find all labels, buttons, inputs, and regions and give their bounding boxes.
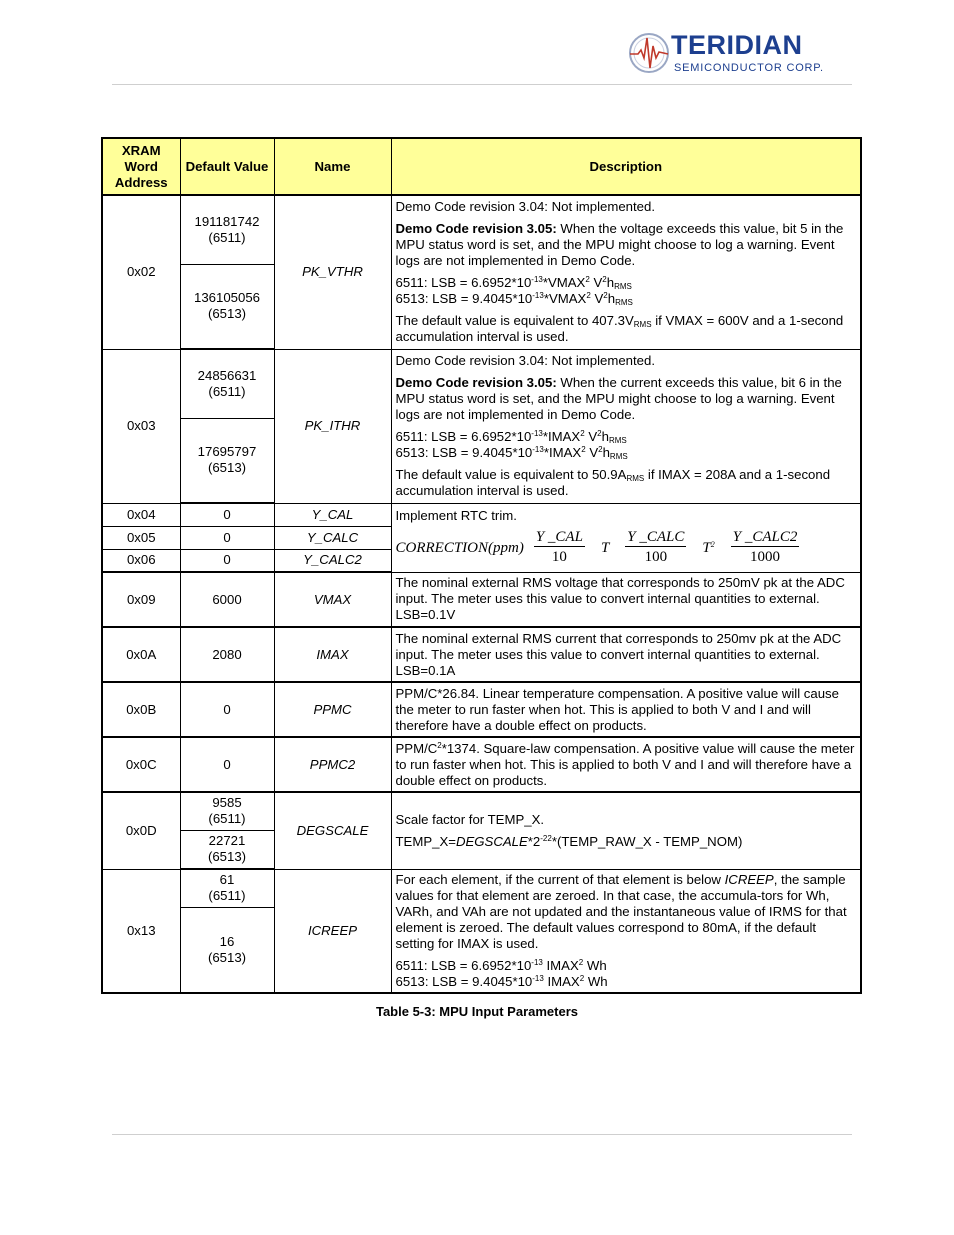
- table-row: [102, 572, 861, 627]
- table-row: [102, 503, 861, 526]
- description-cell: [391, 503, 861, 572]
- address-cell: 0x03: [102, 349, 180, 503]
- default-value-cell: 17695797 (6513): [180, 418, 274, 503]
- address-cell: 0x04: [102, 503, 180, 526]
- desc-text: Implement RTC trim.: [395, 508, 517, 523]
- formula-t-squared: $T^2$: [702, 539, 715, 556]
- default-value-cell: 0: [180, 549, 274, 572]
- desc-text: Demo Code revision 3.05: When the voltage exceeds this value, bit 5 in the MPU status word is set, and the MPU might choose to log a warning. Event logs are not implemented in Demo Code.: [395, 221, 844, 269]
- desc-text: Demo Code revision 3.04: Not implemented.: [395, 353, 655, 368]
- formula-t: T: [600, 539, 610, 556]
- default-value-cell: 0: [180, 503, 274, 526]
- table-row: [102, 682, 861, 737]
- table-row: [102, 627, 861, 682]
- desc-text: Demo Code revision 3.04: Not implemented.: [395, 199, 655, 215]
- default-value-cell: 24856631 (6511): [180, 349, 274, 418]
- address-cell: 0x0C: [102, 737, 180, 792]
- default-value-cell: 0: [180, 526, 274, 549]
- rtc-correction-formula: [396, 528, 857, 567]
- address-cell: 0x13: [102, 869, 180, 993]
- lsb-text: 6511: LSB = $6.6952*10^{-13}$ IMAX$^2$ Wh 6513: LSB = $9.4045*10^{-13}$ IMAX$^2$ Wh: [395, 957, 608, 989]
- default-value-cell: 0: [180, 737, 274, 792]
- col-header-default: Default Value: [180, 138, 274, 195]
- address-cell: 0x09: [102, 572, 180, 627]
- teridian-logo: [628, 30, 833, 80]
- register-name-cell: PK_VTHR: [274, 195, 391, 349]
- default-value-cell: 9585 (6511): [180, 792, 274, 830]
- register-name-cell: PK_ITHR: [274, 349, 391, 503]
- table-row: [102, 349, 861, 418]
- register-name-cell: PPMC: [274, 682, 391, 737]
- register-name-cell: Y_CAL: [274, 503, 391, 526]
- desc-text: $TEMP\_X=DEGSCALE*2^{-22}*(TEMP\_RAW\_X$ - TEMP_NOM): [395, 833, 743, 849]
- brand-subtitle: SEMICONDUCTOR CORP.: [674, 62, 824, 74]
- lsb-text: 6511: LSB = $6.6952*10^{-13}*IMAX^2$ $V^2h_{RMS}$ 6513: LSB = $9.4045*10^{-13}*IMAX^2$ $V^2h_{RMS}$: [395, 429, 628, 461]
- register-name-cell: VMAX: [274, 572, 391, 627]
- table-caption: Table 5-3: MPU Input Parameters: [375, 1004, 579, 1019]
- table-row: [102, 737, 861, 792]
- description-cell: [391, 349, 861, 503]
- address-cell: 0x02: [102, 195, 180, 349]
- register-name-cell: IMAX: [274, 627, 391, 682]
- table-header-row: [102, 138, 861, 195]
- register-name-cell: ICREEP: [274, 869, 391, 993]
- col-header-description: Description: [391, 138, 861, 195]
- default-value-cell: 61 (6511): [180, 869, 274, 907]
- default-value-cell: 6000: [180, 572, 274, 627]
- default-value-cell: 0: [180, 682, 274, 737]
- register-name-cell: DEGSCALE: [274, 792, 391, 869]
- address-cell: 0x05: [102, 526, 180, 549]
- address-cell: 0x0A: [102, 627, 180, 682]
- formula-fraction: $\frac{\text{Y \_CALC2}}{1000}$: [732, 529, 798, 565]
- waveform-logo-icon: [628, 32, 672, 76]
- address-cell: 0x0D: [102, 792, 180, 869]
- description-cell: The nominal external RMS voltage that corresponds to 250mV pk at the ADC input. The meter uses this value to convert internal quantities to external. LSB=0.1V: [391, 572, 861, 627]
- formula-lhs: CORRECTION(ppm): [395, 539, 524, 556]
- register-name-cell: Y_CALC: [274, 526, 391, 549]
- desc-text: The default value is equivalent to $50.9A_{RMS}$ if IMAX = 208A and a 1-second accumulation interval is used.: [395, 467, 831, 498]
- desc-text: For each element, if the current of that element is below ICREEP, the sample values for that element are zeroed. In that case, the accumula-tors for Wh, VARh, and VAh are not updated and the instantaneous value of IRMS for that element is zeroed. The default values correspond to 80mA, if the default setting for IMAX is used.: [395, 871, 847, 951]
- table-row: [102, 195, 861, 264]
- lsb-text: 6511: LSB = $6.6952*10^{-13}*VMAX^2$ $V^2h_{RMS}$ 6513: LSB = $9.4045*10^{-13}*VMAX^2$ $V^2h_{RMS}$: [395, 275, 633, 308]
- default-value-cell: 136105056 (6513): [180, 264, 274, 349]
- description-cell: [391, 869, 861, 993]
- default-value-cell: 22721 (6513): [180, 830, 274, 869]
- mpu-input-parameters-table: [101, 137, 862, 994]
- description-cell: [391, 792, 861, 869]
- col-header-address: XRAM Word Address: [102, 138, 180, 195]
- default-value-cell: 16 (6513): [180, 907, 274, 993]
- formula-fraction: $\frac{\text{Y \_CAL}}{10}$: [535, 529, 583, 565]
- address-cell: 0x0B: [102, 682, 180, 737]
- default-value-cell: 2080: [180, 627, 274, 682]
- desc-text: Demo Code revision 3.05: When the current exceeds this value, bit 6 in the MPU status word is set, and the MPU might choose to log a warning. Event logs are not implemented in Demo Code.: [395, 375, 842, 422]
- desc-text: The default value is equivalent to $407.3V_{RMS}$ if VMAX = 600V and a 1-second accumulation interval is used.: [395, 313, 844, 345]
- brand-name: TERIDIAN: [671, 30, 803, 60]
- header-divider: [112, 84, 852, 85]
- col-header-name: Name: [274, 138, 391, 195]
- table-row: [102, 869, 861, 907]
- description-cell: PPM/C*26.84. Linear temperature compensation. A positive value will cause the meter to run faster when hot. This is applied to both V and I and will therefore have a double effect on products.: [391, 682, 861, 737]
- address-cell: 0x06: [102, 549, 180, 572]
- footer-divider: [112, 1134, 852, 1135]
- description-cell: [391, 195, 861, 349]
- description-cell: PPM/$C^2*1374$. Square-law compensation. A positive value will cause the meter to run faster when hot. This is applied to both V and I and will therefore have a double effect on products.: [391, 737, 861, 792]
- register-name-cell: PPMC2: [274, 737, 391, 792]
- desc-text: Scale factor for TEMP_X.: [395, 811, 545, 827]
- default-value-cell: 191181742 (6511): [180, 195, 274, 264]
- description-cell: The nominal external RMS current that corresponds to 250mv pk at the ADC input. The meter uses this value to convert internal quantities to external. LSB=0.1A: [391, 627, 861, 682]
- register-name-cell: Y_CALC2: [274, 549, 391, 572]
- table-row: [102, 792, 861, 830]
- formula-fraction: $\frac{\text{Y \_CALC}}{100}$: [627, 529, 685, 565]
